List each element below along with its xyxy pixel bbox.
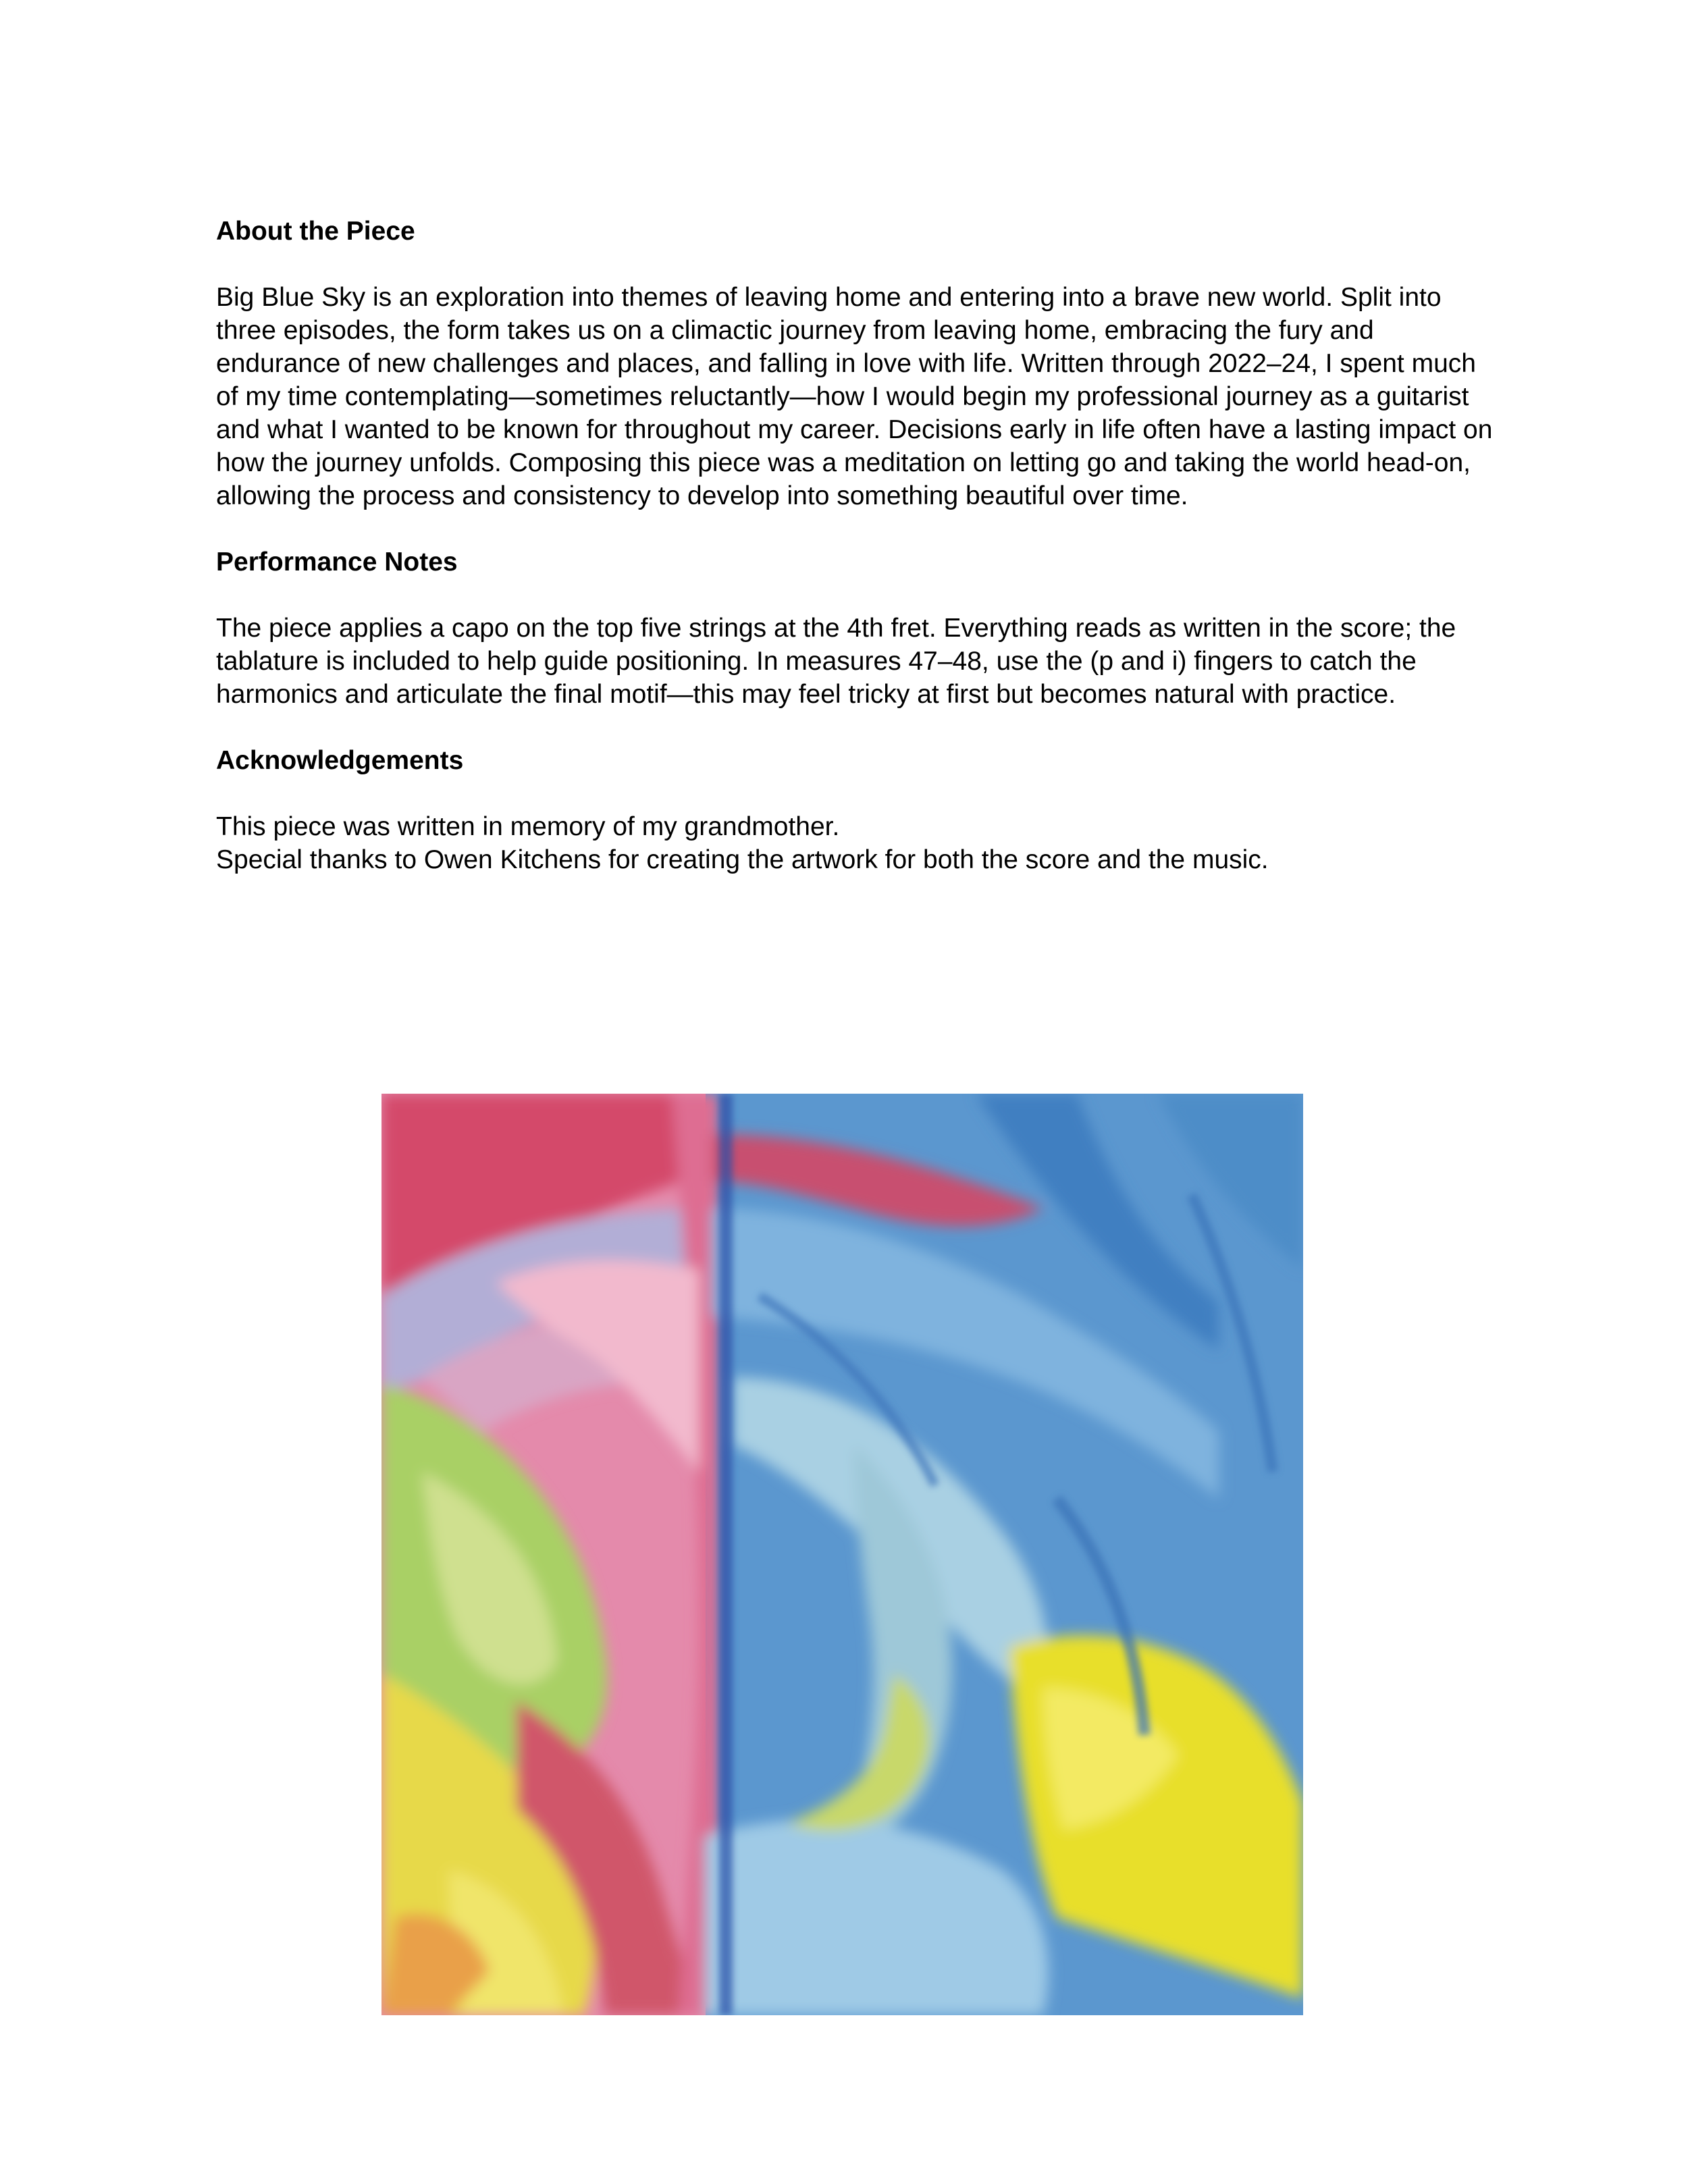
heading-about: About the Piece (216, 217, 415, 246)
document-body (216, 215, 1499, 909)
acknowledgement-line-2: Special thanks to Owen Kitchens for creating the artwork for both the score and the music. (216, 845, 1269, 874)
heading-performance-notes: Performance Notes (216, 548, 458, 577)
section-performance-body (216, 612, 1499, 711)
section-acknowledgements-body (216, 810, 1499, 876)
acknowledgement-line-1: This piece was written in memory of my grandmother. (216, 812, 840, 841)
watercolor-artwork (381, 1094, 1303, 2015)
heading-acknowledgements: Acknowledgements (216, 746, 464, 775)
performance-paragraph: The piece applies a capo on the top five strings at the 4th fret. Everything reads as written in the score; the tablature is included to help guide positioning. In measures 47–48, use the (p and i) fingers to catch the harmonics and articulate the final motif—this may feel tricky at first but becomes natural with practice. (216, 614, 1456, 709)
artwork-image (381, 1094, 1303, 2015)
section-about-body (216, 281, 1499, 512)
about-paragraph: Big Blue Sky is an exploration into themes of leaving home and entering into a brave new world. Split into three episodes, the form takes us on a climactic journey from leaving home, embracing the fury and endurance of new challenges and places, and falling in love with life. Written through 2022–24, I spent much of my time contemplating—sometimes reluctantly—how I would begin my professional journey as a guitarist and what I wanted to be known for throughout my career. Decisions early in life often have a lasting impact on how the journey unfolds. Composing this piece was a meditation on letting go and taking the world head-on, allowing the process and consistency to develop into something beautiful over time. (216, 283, 1493, 510)
